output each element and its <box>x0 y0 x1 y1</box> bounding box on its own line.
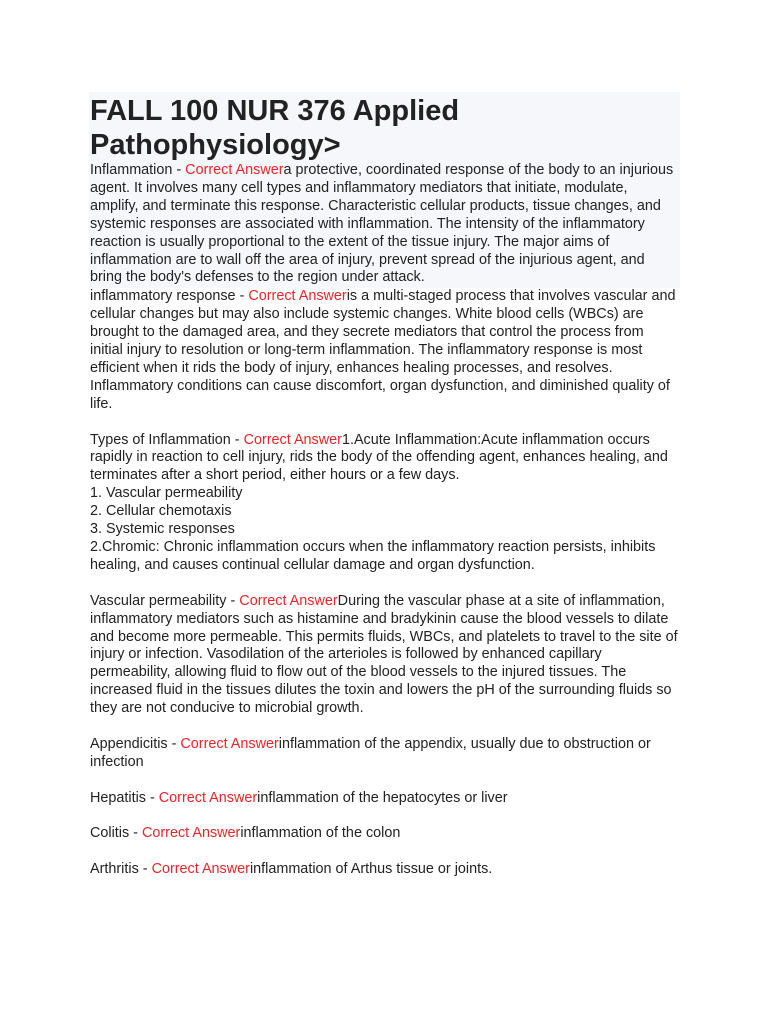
entry-term: Arthritis - <box>90 861 152 878</box>
entry-answer: inflammation of the hepatocytes or liver <box>257 789 508 806</box>
entry-types-of-inflammation <box>90 432 680 575</box>
correct-answer-label: Correct Answer <box>141 825 241 842</box>
entry-vascular-permeability <box>90 593 680 718</box>
entry-answer: inflammation of the colon <box>240 825 401 842</box>
entry-term: Types of Inflammation - <box>90 431 244 448</box>
entry-term: Inflammation - <box>90 162 186 178</box>
entry-answer: During the vascular phase at a site of inflammation, inflammatory mediators such as histamine and bradykinin cause the blood vessels to dilate and become more permeable. This permits fluids, WBCs, and platelets to travel to the site of injury or infection. Vasodilation of the arterioles is followed by enhanced capillary permeability, allowing fluid to flow out of the blood vessels to the injured tissues. The increased fluid in the tissues dilutes the toxin and lowers the pH of the surrounding fluids so they are not conducive to microbial growth. <box>90 592 678 717</box>
correct-answer-label: Correct Answer <box>158 789 258 806</box>
entry-answer: inflammation of the appendix, usually due to obstruction or infection <box>90 735 651 770</box>
entry-answer: 1.Acute Inflammation:Acute inflammation occurs rapidly in reaction to cell injury, rids the body of the offending agent, enhances healing, and terminates after a short period, either hours or a few days. <box>90 431 668 484</box>
list-item: 1. Vascular permeability <box>90 485 243 502</box>
entry-term: inflammatory response - <box>90 288 249 305</box>
entry-inflammatory-response <box>90 288 680 413</box>
entry-arthritis <box>90 861 680 879</box>
entry-colitis <box>90 825 680 843</box>
entry-term: Vascular permeability - <box>90 592 240 609</box>
correct-answer-label: Correct Answer <box>151 861 250 878</box>
entry-inflammation <box>90 162 680 288</box>
list-item: 3. Systemic responses <box>90 521 235 538</box>
highlighted-section <box>89 92 680 288</box>
correct-answer-label: Correct Answer <box>248 288 347 305</box>
entry-answer: inflammation of Arthus tissue or joints. <box>249 861 493 878</box>
correct-answer-label: Correct Answer <box>239 592 338 609</box>
document-page <box>90 92 680 879</box>
correct-answer-label: Correct Answer <box>243 431 342 448</box>
entry-appendicitis <box>90 736 680 772</box>
list-item: 2. Cellular chemotaxis <box>90 503 232 520</box>
correct-answer-label: Correct Answer <box>180 735 279 752</box>
document-title: FALL 100 NUR 376 Applied Pathophysiology> <box>90 95 460 161</box>
entry-term: Hepatitis - <box>90 789 159 806</box>
correct-answer-label: Correct Answer <box>185 162 284 178</box>
list-item: 2.Chromic: Chronic inflammation occurs when the inflammatory reaction persists, inhibits healing, and causes continual cellular damage and organ dysfunction. <box>90 539 656 573</box>
entry-answer: a protective, coordinated response of the body to an injurious agent. It involves many cell types and inflammatory mediators that initiate, modulate, amplify, and terminate this response. Characteristic cellular products, tissue changes, and systemic responses are associated with inflammation. The intensity of the inflammatory reaction is usually proportional to the extent of the tissue injury. The major aims of inflammation are to wall off the area of injury, prevent spread of the injurious agent, and bring the body's defenses to the region under attack. <box>90 162 674 286</box>
entry-hepatitis <box>90 790 680 808</box>
entry-answer: is a multi-staged process that involves vascular and cellular changes but may also include systemic changes. White blood cells (WBCs) are brought to the damaged area, and they secrete mediators that control the process from initial injury to resolution or long-term inflammation. The inflammatory response is most efficient when it rids the body of injury, enhances healing processes, and resolves. Inflammatory conditions can cause discomfort, organ dysfunction, and diminished quality of life. <box>90 288 676 412</box>
entry-term: Appendicitis - <box>90 735 181 752</box>
entry-term: Colitis - <box>90 825 142 842</box>
